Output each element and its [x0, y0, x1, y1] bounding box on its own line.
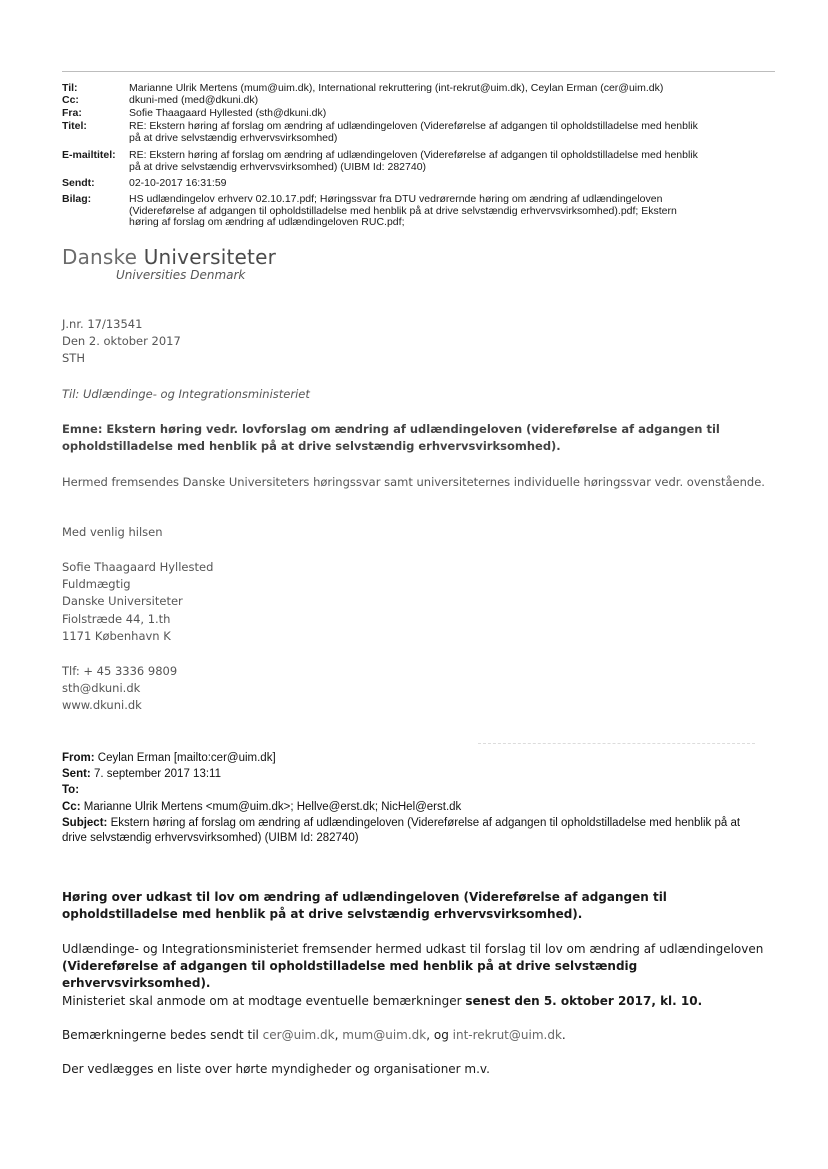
header-fra-row [62, 108, 762, 120]
message-paragraph-3-text: Bemærkningerne bedes sendt til [62, 1028, 263, 1042]
letter-closing: Med venlig hilsen [62, 525, 163, 539]
header-titel-label: Titel: [62, 120, 87, 132]
message-og: , og [426, 1028, 453, 1042]
forward-cc-row [62, 800, 774, 815]
letter-initials: STH [62, 351, 85, 365]
header-til-row [62, 83, 762, 95]
message-paragraph-2-text: Ministeriet skal anmode om at modtage eventuelle bemærkninger [62, 994, 466, 1008]
email-link-cer[interactable]: cer@uim.dk [262, 1028, 335, 1042]
forward-from-row [62, 751, 774, 766]
forward-to-label: To: [62, 784, 80, 796]
danske-universiteter-logo [62, 245, 277, 282]
logo-word-universiteter: Universiteter [143, 245, 277, 269]
signature-organisation: Danske Universiteter [62, 594, 183, 608]
forward-cc-label: Cc: [62, 801, 81, 813]
header-bilag-row [62, 194, 762, 229]
message-paragraph-1 [62, 941, 772, 992]
forward-subject-row [62, 816, 774, 846]
header-til-value: Marianne Ulrik Mertens (mum@uim.dk), International rekruttering (int-rekrut@uim.dk), Ceylan Erman (cer@uim.dk) [129, 82, 664, 94]
logo-word-danske: Danske [62, 245, 144, 269]
message-paragraph-2 [62, 993, 772, 1010]
message-paragraph-4: Der vedlægges en liste over hørte myndigheder og organisationer m.v. [62, 1062, 490, 1076]
header-bilag-line-3: høring af forslag om ændring af udlændingeloven RUC.pdf; [129, 216, 405, 228]
forward-sent-row [62, 767, 774, 782]
header-titel-row [62, 121, 762, 144]
email-link-int-rekrut[interactable]: int-rekrut@uim.dk [452, 1028, 562, 1042]
header-cc-row [62, 95, 762, 107]
message-period: . [561, 1028, 566, 1042]
message-paragraph-1-line-2: (Videreførelse af adgangen til opholdstilladelse med henblik på at drive selvstændig erhvervsvirksomhed). [62, 959, 638, 990]
header-bilag-label: Bilag: [62, 193, 92, 205]
header-sendt-label: Sendt: [62, 177, 95, 189]
header-fra-label: Fra: [62, 107, 82, 119]
header-titel-line-1: RE: Ekstern høring af forslag om ændring af udlændingeloven (Videreførelse af adgangen til opholdstilladelse med henblik [129, 120, 698, 132]
header-titel-line-2: på at drive selvstændig erhvervsvirksomhed) [129, 131, 338, 144]
faint-divider [478, 743, 755, 744]
journal-number: J.nr. 17/13541 [62, 317, 143, 331]
header-bilag-line-1: HS udlændingelov erhverv 02.10.17.pdf; Høringssvar fra DTU vedrørernde høring om ændring af udlændingeloven [129, 193, 663, 205]
signature-city: 1171 København K [62, 629, 171, 643]
message-deadline: senest den 5. oktober 2017, kl. 10. [465, 994, 703, 1008]
message-heading: Høring over udkast til lov om ændring af udlændingeloven (Videreførelse af adgangen til opholdstilladelse med henblik på at drive selvstændig erhvervsvirksomhed). [62, 890, 667, 921]
message-paragraph-3 [62, 1027, 772, 1044]
forward-sent-value: 7. september 2017 13:11 [93, 768, 221, 780]
forward-sent-label: Sent: [62, 768, 91, 780]
header-fra-value: Sofie Thaagaard Hyllested (sth@dkuni.dk) [129, 107, 327, 119]
header-cc-label: Cc: [62, 94, 79, 106]
top-divider [62, 71, 775, 72]
signature-street: Fiolstræde 44, 1.th [62, 612, 171, 626]
signature-name: Sofie Thaagaard Hyllested [62, 560, 214, 574]
header-emailtitel-label: E-mailtitel: [62, 149, 116, 161]
signature-email: sth@dkuni.dk [62, 681, 141, 695]
forward-from-label: From: [62, 752, 95, 764]
letter-body: Hermed fremsendes Danske Universiteters høringssvar samt universiteternes individuelle høringssvar vedr. ovenstående. [62, 475, 765, 489]
header-sendt-row [62, 178, 762, 190]
header-til-label: Til: [62, 82, 78, 94]
header-emailtitel-line-1: RE: Ekstern høring af forslag om ændring af udlændingeloven (Videreførelse af adgangen til opholdstilladelse med henblik [129, 149, 698, 161]
header-cc-value: dkuni-med (med@dkuni.dk) [129, 94, 259, 106]
message-separator: , [334, 1028, 343, 1042]
email-link-mum[interactable]: mum@uim.dk [342, 1028, 427, 1042]
signature-website: www.dkuni.dk [62, 698, 142, 712]
logo-subtitle: Universities Denmark [116, 268, 246, 282]
forward-cc-value: Marianne Ulrik Mertens <mum@uim.dk>; Hellve@erst.dk; NicHel@erst.dk [83, 801, 462, 813]
header-emailtitel-row [62, 150, 762, 173]
forward-subject-label: Subject: [62, 817, 108, 829]
header-sendt-value: 02-10-2017 16:31:59 [129, 177, 227, 189]
letter-recipient: Til: Udlændinge- og Integrationsministeriet [62, 387, 310, 401]
message-paragraph-1-line-1: Udlændinge- og Integrationsministeriet fremsender hermed udkast til forslag til lov om ændring af udlændingeloven [62, 942, 764, 956]
header-bilag-line-2: (Videreførelse af adgangen til opholdstilladelse med henblik på at drive selvstændig erhvervsvirksomhed).pdf; Ekstern [129, 204, 677, 217]
forward-from-value: Ceylan Erman [mailto:cer@uim.dk] [97, 752, 276, 764]
header-emailtitel-line-2: på at drive selvstændig erhvervsvirksomhed) (UIBM Id: 282740) [129, 160, 427, 173]
letter-date: Den 2. oktober 2017 [62, 334, 181, 348]
forward-subject-line-1: Ekstern høring af forslag om ændring af udlændingeloven (Videreførelse af adgangen til opholdstilladelse med henblik på at [110, 817, 741, 829]
signature-phone: Tlf: + 45 3336 9809 [62, 664, 178, 678]
signature-title: Fuldmægtig [62, 577, 131, 591]
forward-to-row [62, 783, 774, 798]
forward-subject-line-2: drive selvstændig erhvervsvirksomhed) (UIBM Id: 282740) [62, 832, 359, 844]
letter-subject: Emne: Ekstern høring vedr. lovforslag om ændring af udlændingeloven (videreførelse af adgangen til opholdstilladelse med henblik på at drive selvstændig erhvervsvirksomhed). [62, 422, 720, 453]
